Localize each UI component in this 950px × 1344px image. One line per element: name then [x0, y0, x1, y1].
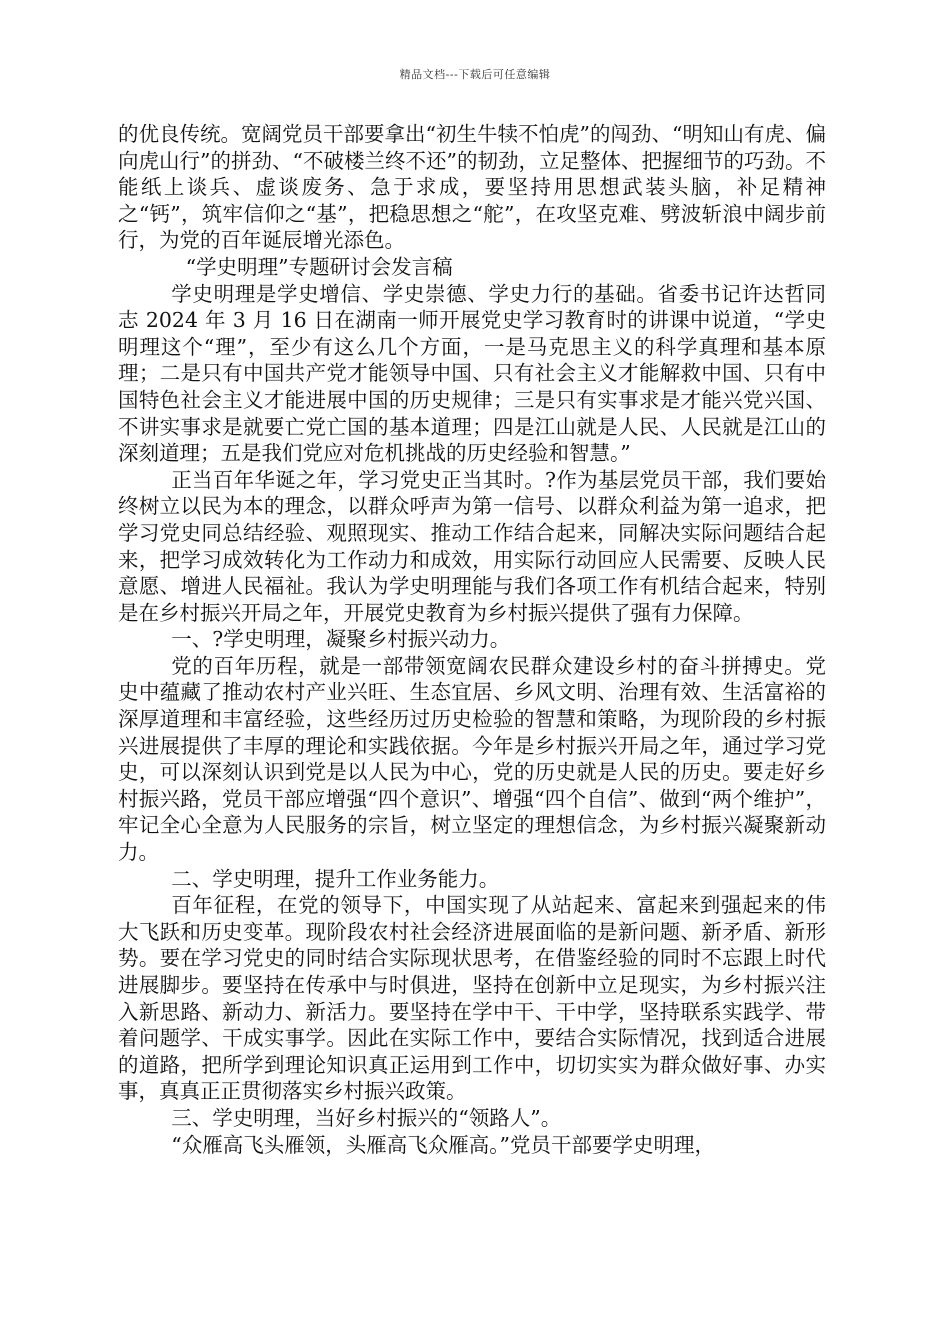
paragraph: 百年征程，在党的领导下，中国实现了从站起来、富起来到强起来的伟大飞跃和历史变革。现阶段农村社会经济进展面临的是新问题、新矛盾、新形势。要在学习党史的同时结合实际现状思考，在借鉴经验的同时不忘跟上时代进展脚步。要坚持在传承中与时俱进，坚持在创新中立足现实，为乡村振兴注入新思路、新动力、新活力。要坚持在学中干、干中学，坚持联系实践学、带着问题学、干成实事学。因此在实际工作中，要结合实际情况，找到适合进展的道路，把所学到理论知识真正运用到工作中，切切实实为群众做好事、办实事，真真正正贯彻落实乡村振兴政策。: [118, 893, 826, 1104]
heading-3: 三、学史明理，当好乡村振兴的“领路人”。: [171, 1105, 562, 1130]
heading-2: 二、学史明理，提升工作业务能力。: [171, 866, 500, 891]
page-header: 精品文档---下载后可任意编辑: [399, 68, 551, 81]
document-body: [118, 121, 826, 1158]
heading-1: 一、?学史明理，凝聚乡村振兴动力。: [171, 627, 511, 652]
paragraph: 学史明理是学史增信、学史崇德、学史力行的基础。省委书记许达哲同志 2024 年 3 月 16 日在湖南一师开展党史学习教育时的讲课中说道，“学史明理这个“理”，至少有这么几个方面，一是马克思主义的科学真理和基本原理；二是只有中国共产党才能领导中国、只有社会主义才能解救中国、只有中国特色社会主义才能进展中国的历史规律；三是只有实事求是才能兴党兴国、不讲实事求是就要亡党亡国的基本道理；四是江山就是人民、人民就是江山的深刻道理；五是我们党应对危机挑战的历史经验和智慧。”: [118, 281, 826, 466]
paragraph-continued: 的优良传统。宽阔党员干部要拿出“初生牛犊不怕虎”的闯劲、“明知山有虎、偏向虎山行”的拼劲、“不破楼兰终不还”的韧劲，立足整体、把握细节的巧劲。不能纸上谈兵、虚谈废务、急于求成，要坚持用思想武装头脑，补足精神之“钙”，筑牢信仰之“基”，把稳思想之“舵”，在攻坚克难、劈波斩浪中阔步前行，为党的百年诞辰增光添色。: [118, 122, 826, 253]
section-title: “学史明理”专题研讨会发言稿: [185, 254, 453, 279]
paragraph: 党的百年历程，就是一部带领宽阔农民群众建设乡村的奋斗拼搏史。党史中蕴藏了推动农村产业兴旺、生态宜居、乡风文明、治理有效、生活富裕的深厚道理和丰富经验，这些经历过历史检验的智慧和策略，为现阶段的乡村振兴进展提供了丰厚的理论和实践依据。今年是乡村振兴开局之年，通过学习党史，可以深刻认识到党是以人民为中心，党的历史就是人民的历史。要走好乡村振兴路，党员干部应增强“四个意识”、增强“四个自信”、做到“两个维护”，牢记全心全意为人民服务的宗旨，树立坚定的理想信念，为乡村振兴凝聚新动力。: [118, 653, 826, 865]
paragraph: 正当百年华诞之年，学习党史正当其时。?作为基层党员干部，我们要始终树立以民为本的理念，以群众呼声为第一信号、以群众利益为第一追求，把学习党史同总结经验、观照现实、推动工作结合起来，同解决实际问题结合起来，把学习成效转化为工作动力和成效，用实际行动回应人民需要、反映人民意愿、增进人民福祉。我认为学史明理能与我们各项工作有机结合起来，特别是在乡村振兴开局之年，开展党史教育为乡村振兴提供了强有力保障。: [118, 467, 826, 625]
paragraph: “众雁高飞头雁领，头雁高飞众雁高。”党员干部要学史明理，: [171, 1132, 716, 1157]
